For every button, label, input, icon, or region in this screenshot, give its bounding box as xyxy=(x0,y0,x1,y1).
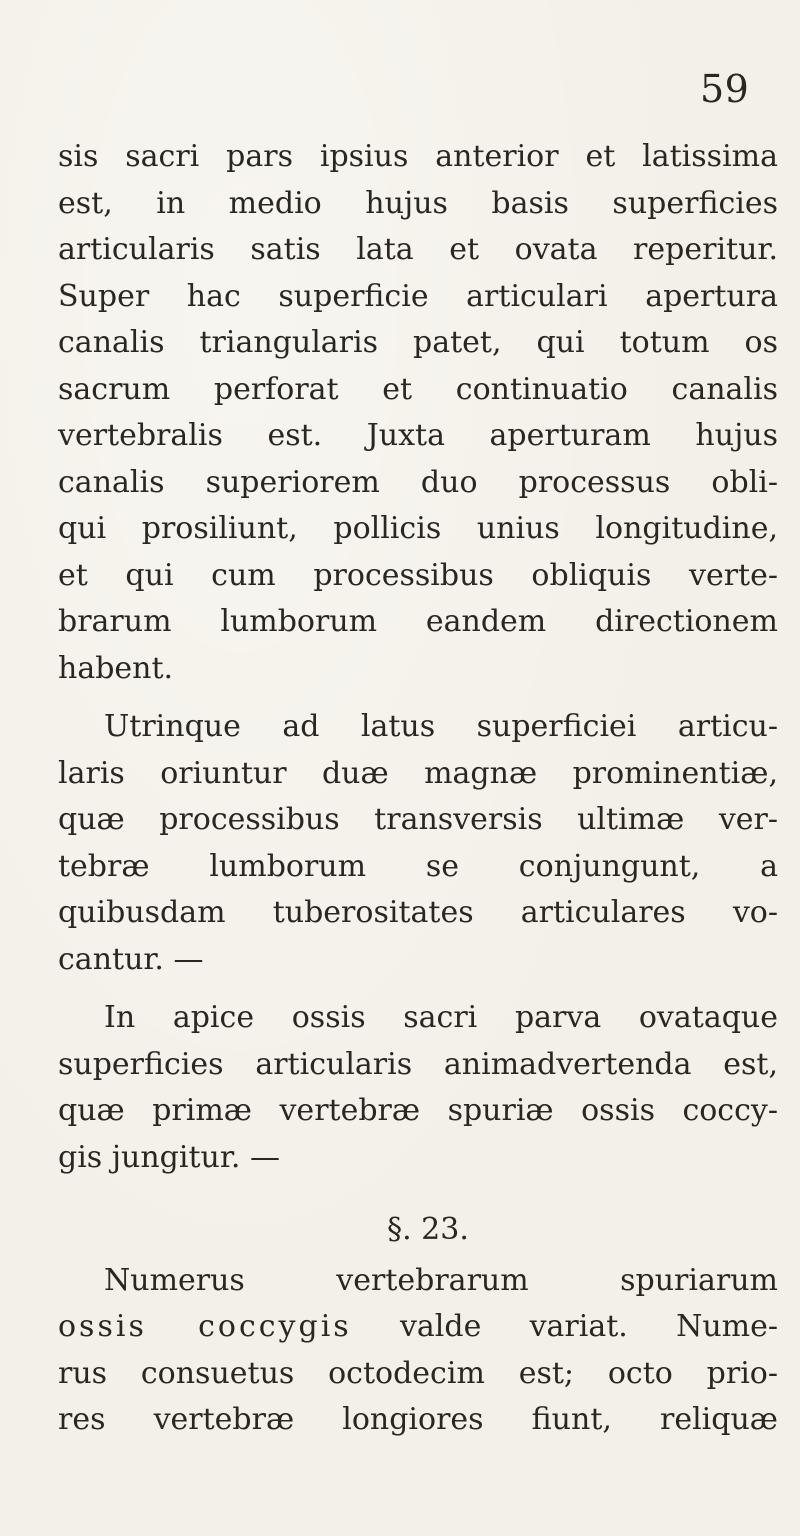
text-line: canalis superiorem duo processus obli- xyxy=(58,464,778,500)
text-line: laris oriuntur duæ magnæ prominentiæ, xyxy=(58,755,778,791)
text-line: Super hac superficie articulari apertura xyxy=(58,278,778,314)
section-heading: §. 23. xyxy=(387,1212,469,1247)
spaced-term: ossis coccygis xyxy=(58,1309,352,1344)
section-paragraph xyxy=(58,1258,778,1444)
text-line: vertebralis est. Juxta aperturam hujus xyxy=(58,418,778,453)
paragraph-2 xyxy=(58,704,778,983)
text-segment: valde variat. Nume- xyxy=(399,1309,778,1344)
text-line: qui prosiliunt, pollicis unius longitudine, xyxy=(58,511,778,546)
text-line: In apice ossis sacri parva ovataque xyxy=(104,1000,778,1035)
text-line: cantur. — xyxy=(58,941,204,977)
text-line: quibusdam tuberositates articulares vo- xyxy=(58,895,778,930)
text-line: superficies articularis animadvertenda est, xyxy=(58,1046,778,1082)
text-line-composite xyxy=(58,1304,778,1351)
text-line: et qui cum processibus obliquis verte- xyxy=(58,557,778,593)
text-line: Numerus vertebrarum spuriarum xyxy=(104,1262,778,1298)
page-number: 59 xyxy=(700,67,750,111)
text-line: est, in medio hujus basis superficies xyxy=(58,185,778,221)
text-line: Utrinque ad latus superficiei articu- xyxy=(104,709,778,744)
paragraph-3 xyxy=(58,995,778,1181)
text-line: articularis satis lata et ovata reperitur. xyxy=(58,232,778,267)
text-line: quæ primæ vertebræ spuriæ ossis coccy- xyxy=(58,1093,778,1128)
text-line: rus consuetus octodecim est; octo prio- xyxy=(58,1355,778,1391)
text-line: tebræ lumborum se conjungunt, a xyxy=(58,848,778,884)
text-line: sacrum perforat et continuatio canalis xyxy=(58,371,778,407)
text-line: habent. xyxy=(58,650,174,686)
text-line: gis jungitur. — xyxy=(58,1139,280,1175)
text-line: res vertebræ longiores fiunt, reliquæ xyxy=(58,1402,778,1437)
text-body xyxy=(58,134,778,1444)
paragraph-1 xyxy=(58,134,778,692)
text-line: quæ processibus transversis ultimæ ver- xyxy=(58,802,778,837)
text-line: brarum lumborum eandem directionem xyxy=(58,604,778,639)
text-line: sis sacri pars ipsius anterior et latissima xyxy=(58,139,778,174)
text-line: canalis triangularis patet, qui totum os xyxy=(58,325,778,360)
